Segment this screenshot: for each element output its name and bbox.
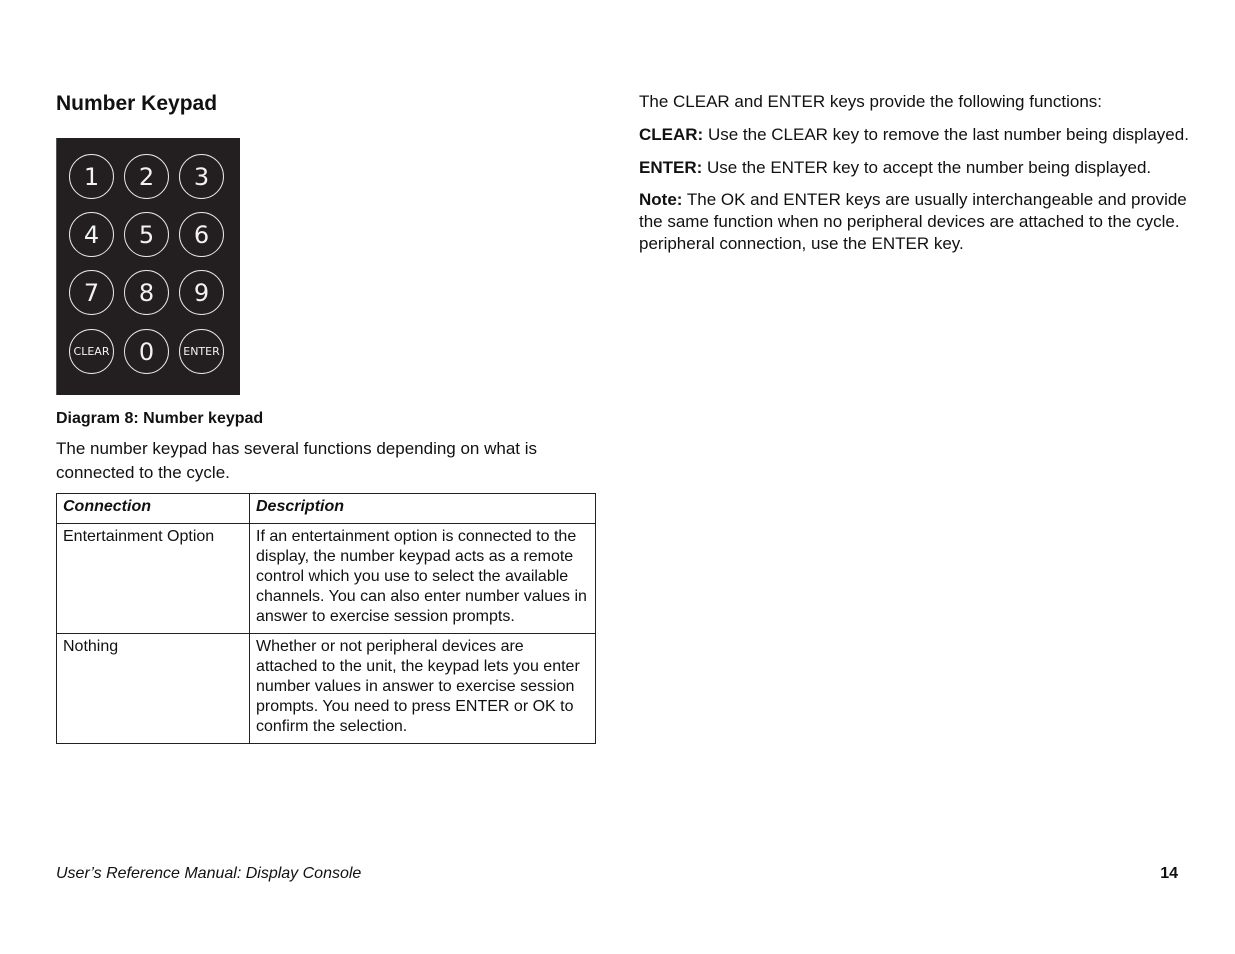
diagram-caption: Diagram 8: Number keypad bbox=[56, 410, 264, 427]
clear-description bbox=[639, 123, 1189, 147]
column-header-connection: Connection bbox=[57, 494, 250, 524]
intro-paragraph: The number keypad has several functions depending on what is connected to the cycle. bbox=[56, 439, 538, 482]
table-row bbox=[57, 524, 596, 634]
note-text: The OK and ENTER keys are usually interchangeable and provide the same function when no peripheral devices are attached to the cycle. peripheral connection, use the ENTER key. bbox=[639, 190, 1187, 253]
column-header-description: Description bbox=[250, 494, 596, 524]
table-row bbox=[57, 634, 596, 744]
enter-text: Use the ENTER key to accept the number being displayed. bbox=[702, 158, 1152, 177]
clear-text: Use the CLEAR key to remove the last number being displayed. bbox=[703, 125, 1189, 144]
enter-label: ENTER: bbox=[639, 158, 703, 177]
table-header-row bbox=[57, 494, 596, 524]
clear-label: CLEAR: bbox=[639, 125, 704, 144]
section-title: Number Keypad bbox=[56, 92, 218, 115]
key-4: 4 bbox=[69, 212, 114, 257]
key-7: 7 bbox=[69, 270, 114, 315]
key-1: 1 bbox=[69, 154, 114, 199]
keypad-diagram bbox=[56, 138, 240, 395]
key-6: 6 bbox=[179, 212, 224, 257]
key-2: 2 bbox=[124, 154, 169, 199]
footer-manual-title: User’s Reference Manual: Display Console bbox=[56, 865, 362, 882]
connection-table bbox=[56, 493, 596, 744]
key-enter: ENTER bbox=[179, 329, 224, 374]
note-label: Note: bbox=[639, 190, 683, 209]
key-8: 8 bbox=[124, 270, 169, 315]
key-5: 5 bbox=[124, 212, 169, 257]
key-3: 3 bbox=[179, 154, 224, 199]
page-number: 14 bbox=[1160, 865, 1178, 882]
enter-description bbox=[639, 156, 1189, 180]
key-clear: CLEAR bbox=[69, 329, 114, 374]
keys-intro: The CLEAR and ENTER keys provide the following functions: bbox=[639, 92, 1103, 111]
key-0: 0 bbox=[124, 329, 169, 374]
cell-description: Whether or not peripheral devices are attached to the unit, the keypad lets you enter number values in answer to exercise session prompts. You need to press ENTER or OK to confirm the selection. bbox=[250, 634, 596, 744]
cell-connection: Nothing bbox=[57, 634, 250, 744]
key-9: 9 bbox=[179, 270, 224, 315]
cell-description: If an entertainment option is connected to the display, the number keypad acts as a remote control which you use to select the available channels. You can also enter number values in answer to exercise session prompts. bbox=[250, 524, 596, 634]
cell-connection: Entertainment Option bbox=[57, 524, 250, 634]
left-column bbox=[56, 90, 596, 744]
right-column bbox=[639, 90, 1189, 264]
note-paragraph bbox=[639, 189, 1189, 255]
